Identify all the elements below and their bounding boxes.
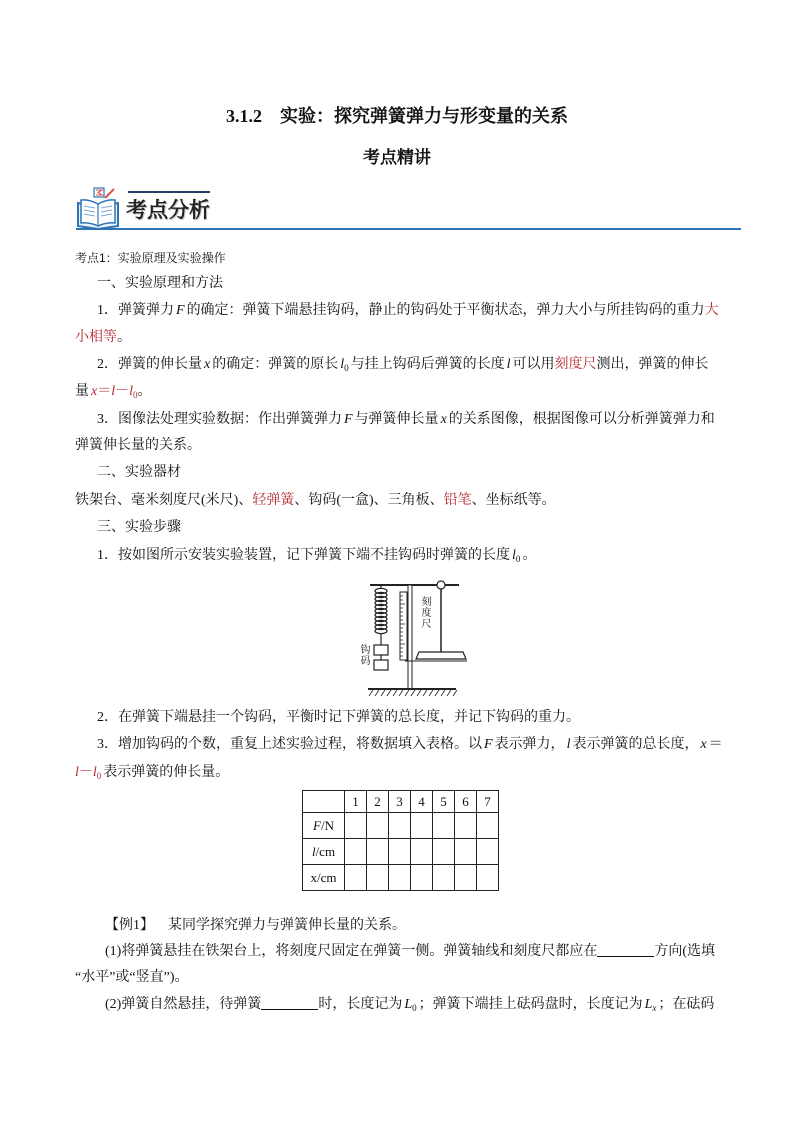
table-cell	[389, 813, 411, 839]
principle-item-2	[97, 355, 709, 375]
step-1	[97, 546, 536, 566]
equipment-list	[75, 491, 556, 511]
principle-2-text: 。	[137, 384, 152, 399]
question-2-text: ；弹簧下端挂上砝码盘时，长度记为	[418, 997, 643, 1012]
principle-item-3-cont: 弹簧伸长量的关系。	[75, 438, 201, 453]
weight	[374, 645, 388, 655]
answer-blank	[597, 942, 654, 957]
table-cell	[477, 813, 499, 839]
extension-formula	[75, 765, 103, 780]
subscript: 0	[412, 1003, 417, 1013]
ruler-label: 刻度尺	[419, 596, 430, 629]
ruler	[400, 592, 407, 660]
table-header-cell: 5	[433, 791, 455, 813]
extension-formula	[89, 384, 138, 399]
length-symbol: l	[566, 737, 571, 752]
highlight-text: 刻度尺	[554, 357, 597, 372]
extension-symbol: x	[440, 412, 447, 427]
length-symbol: L	[644, 997, 653, 1012]
highlight-text: 铅笔	[443, 493, 472, 508]
example-question-2	[105, 995, 714, 1015]
example-intro: 某同学探究弹力与弹簧伸长量的关系。	[168, 918, 406, 933]
principle-2-text: 与挂上钩码后弹簧的长度	[350, 357, 505, 372]
example-question-1-cont: “水平”或“竖直”)。	[75, 970, 189, 985]
row-label-unit: /cm	[315, 843, 336, 859]
equipment-text: 、钩码(一盒)、三角板、	[294, 493, 444, 508]
stand-base	[416, 652, 466, 659]
question-1-text: 方向(选填	[654, 944, 715, 959]
step-3-text: ＝	[708, 737, 723, 752]
length-Lx-symbol	[643, 997, 659, 1012]
question-2-text: ；在砝码	[658, 997, 715, 1012]
table-row	[303, 839, 499, 865]
principle-item-3	[97, 410, 715, 430]
equipment-text: 、坐标纸等。	[471, 493, 556, 508]
banner-label: 考点分析	[126, 199, 210, 222]
row-label-symbol: l	[311, 843, 316, 859]
step-3	[97, 735, 723, 755]
table-cell	[345, 865, 367, 891]
example-1-heading	[105, 916, 406, 936]
principle-2-text: 的确定：弹簧的原长	[212, 357, 339, 372]
table-header-cell: 6	[455, 791, 477, 813]
table-cell	[367, 839, 389, 865]
table-hatch	[369, 690, 457, 696]
table-cell	[477, 865, 499, 891]
stand-rod	[408, 585, 412, 689]
table-cell	[411, 865, 433, 891]
table-cell	[345, 813, 367, 839]
principle-3-text: 的关系图像，根据图像可以分析弹簧弹力和	[448, 412, 715, 427]
weight	[374, 660, 388, 670]
force-symbol: F	[176, 303, 185, 318]
equipment-text: 铁架台、毫米刻度尺(米尺)、	[75, 493, 253, 508]
clamp	[437, 581, 445, 589]
formula-symbol: l	[75, 765, 79, 780]
table-header-cell: 3	[389, 791, 411, 813]
formula-operator: ＝	[97, 384, 112, 399]
subscript: 0	[515, 554, 521, 564]
apparatus-figure	[355, 578, 470, 698]
section-heading-principle: 一、实验原理和方法	[97, 276, 223, 291]
banner-underline	[76, 228, 741, 230]
formula-symbol: l	[92, 765, 97, 780]
formula-symbol: l	[111, 384, 116, 399]
table-cell	[433, 813, 455, 839]
subscript: 0	[133, 390, 138, 400]
weight-label: 钩码	[358, 644, 369, 666]
principle-3-text: 3．图像法处理实验数据：作出弹簧弹力	[97, 412, 342, 427]
step-1-text: 1．按如图所示安装实验装置，记下弹簧下端不挂钩码时弹簧的长度	[97, 548, 510, 563]
step-3-cont	[75, 763, 229, 783]
table-header-row	[303, 791, 499, 813]
banner-top-rule	[128, 191, 210, 193]
page-title: 3.1.2 实验：探究弹簧弹力与形变量的关系	[226, 106, 568, 126]
table-row	[303, 813, 499, 839]
row-label	[303, 839, 345, 865]
table-cell	[367, 865, 389, 891]
table-cell	[455, 865, 477, 891]
highlight-text: 大	[704, 303, 719, 318]
step-3-text: 表示弹簧的总长度，	[572, 737, 699, 752]
highlight-text: 小相等	[75, 330, 117, 345]
question-1-text: (1)将弹簧悬挂在铁架台上，将刻度尺固定在弹簧一侧。弹簧轴线和刻度尺都应在	[105, 944, 598, 959]
table-cell	[433, 839, 455, 865]
step-3-text: 表示弹力，	[494, 737, 565, 752]
principle-1-text: 的确定：弹簧下端悬挂钩码，静止的钩码处于平衡状态，弹力大小与所挂钩码的重力	[186, 303, 705, 318]
length-symbol: l	[340, 357, 345, 372]
row-label-symbol: x	[310, 869, 317, 885]
row-label	[303, 813, 345, 839]
original-length-symbol	[338, 357, 350, 372]
principle-3-text: 与弹簧伸长量	[354, 412, 439, 427]
principle-item-2-cont	[75, 382, 152, 402]
extension-symbol: x	[204, 357, 211, 372]
row-label-unit: /N	[320, 817, 334, 833]
row-label-unit: /cm	[317, 869, 337, 885]
book-icon	[76, 186, 122, 230]
example-question-1	[105, 942, 715, 962]
table-cell	[477, 839, 499, 865]
table-row	[303, 865, 499, 891]
length-symbol: l	[512, 548, 516, 563]
row-label	[303, 865, 345, 891]
principle-2-text: 可以用	[512, 357, 555, 372]
topic-heading: 考点1：实验原理及实验操作	[75, 251, 226, 265]
table-header-cell: 1	[345, 791, 367, 813]
subscript: 0	[96, 771, 102, 781]
principle-item-1-cont	[75, 328, 131, 348]
data-table	[302, 790, 499, 891]
table-header-cell: 7	[477, 791, 499, 813]
principle-2-text: 量	[75, 384, 89, 399]
original-length-symbol	[510, 548, 522, 563]
length-L0-symbol	[402, 997, 418, 1012]
question-2-text: (2)弹簧自然悬挂，待弹簧	[105, 997, 262, 1012]
section-heading-equipment: 二、实验器材	[97, 465, 181, 480]
principle-1-text: 。	[117, 330, 131, 345]
table-cell	[389, 865, 411, 891]
table-cell	[411, 839, 433, 865]
principle-2-text: 测出，弹簧的伸长	[596, 357, 709, 372]
table-cell	[433, 865, 455, 891]
step-3-text: 3．增加钩码的个数，重复上述实验过程，将数据填入表格。以	[97, 737, 482, 752]
table-cell	[455, 813, 477, 839]
row-label-symbol: F	[313, 817, 321, 833]
highlight-text: 轻弹簧	[252, 493, 295, 508]
step-1-text: 。	[522, 548, 537, 563]
section-heading-steps: 三、实验步骤	[97, 520, 181, 535]
principle-1-text: 1．弹簧弹力	[97, 303, 174, 318]
table-header-cell: 4	[411, 791, 433, 813]
step-2: 2．在弹簧下端悬挂一个钩码，平衡时记下弹簧的总长度，并记下钩码的重力。	[97, 710, 580, 725]
table-cell	[411, 813, 433, 839]
subscript: 0	[344, 363, 349, 373]
step-3-text: 表示弹簧的伸长量。	[103, 765, 230, 780]
question-2-text: 时，长度记为	[318, 997, 403, 1012]
table-header-cell: 2	[367, 791, 389, 813]
length-symbol: l	[506, 357, 511, 372]
table-cell	[367, 813, 389, 839]
answer-blank	[261, 995, 318, 1010]
formula-symbol: x	[91, 384, 98, 399]
table-cell	[345, 839, 367, 865]
formula-operator: －	[115, 384, 130, 399]
example-label: 【例1】	[105, 918, 154, 933]
table-cell	[455, 839, 477, 865]
extension-symbol: x	[700, 737, 707, 752]
formula-symbol: l	[129, 384, 133, 399]
formula-operator: －	[78, 765, 93, 780]
subscript: x	[652, 1003, 657, 1013]
force-symbol: F	[344, 412, 353, 427]
length-symbol: L	[404, 997, 413, 1012]
apparatus-diagram	[355, 578, 470, 698]
spring	[375, 588, 387, 633]
table-cell	[389, 839, 411, 865]
principle-2-text: 2．弹簧的伸长量	[97, 357, 202, 372]
principle-item-1	[97, 301, 719, 321]
page-subtitle: 考点精讲	[363, 148, 431, 167]
force-symbol: F	[484, 737, 493, 752]
table-corner-cell	[303, 791, 345, 813]
